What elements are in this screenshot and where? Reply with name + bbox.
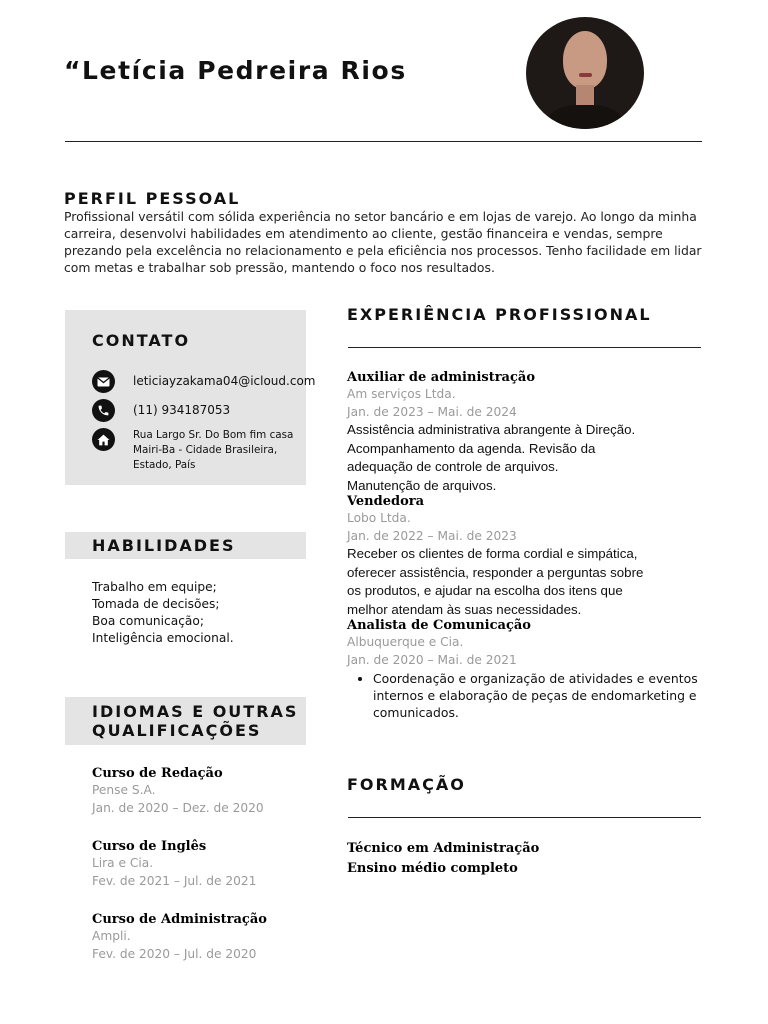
home-icon [92,428,115,451]
phone-icon [92,399,115,422]
qualifications-title-line: IDIOMAS E OUTRAS [92,702,299,721]
experience-period: Jan. de 2023 – Mai. de 2024 [347,405,517,419]
contact-address-row [92,428,293,473]
experience-divider [348,347,701,348]
qualification-org: Pense S.A. [92,783,156,797]
skill-item: Inteligência emocional. [92,631,234,645]
qualification-title: Curso de Administração [92,912,267,927]
address-line: Rua Largo Sr. Do Bom fim casa [133,429,294,441]
description-line: os produtos, e ajudar na escolha dos itens que [347,583,623,598]
experience-item [347,370,707,495]
skill-item: Trabalho em equipe; [92,580,217,594]
experience-role: Analista de Comunicação [347,618,531,633]
experience-title: EXPERIÊNCIA PROFISSIONAL [347,305,652,324]
candidate-name: “Letícia Pedreira Rios [64,56,407,85]
qualification-period: Jan. de 2020 – Dez. de 2020 [92,801,264,815]
experience-period: Jan. de 2020 – Mai. de 2021 [347,653,517,667]
contact-email[interactable]: leticiayzakama04@icloud.com [133,374,316,388]
qualification-item [92,766,264,817]
qualification-title: Curso de Inglês [92,839,207,854]
perfil-text: Profissional versátil com sólida experiência no setor bancário e em lojas de varejo. Ao longo da minha carreira, desenvolvi habilidades em atendimento ao cliente, gestão financeira e vendas, sempre prezando pela excelência no relacionamento e pela eficiência nos processos. Tenho facilidade em lidar com metas e trabalhar sob pressão, mantendo o foco nos resultados. [64,209,702,275]
qualifications-title [92,702,298,740]
photo-lips [579,73,592,77]
description-line: oferecer assistência, responder a perguntas sobre [347,564,644,580]
qualification-item [92,912,267,963]
contact-email-row [92,370,315,393]
experience-company: Am serviços Ltda. [347,387,456,401]
profile-photo [526,17,644,129]
qualification-org: Ampli. [92,929,131,943]
experience-description [347,545,707,619]
experience-item [347,618,707,721]
perfil-title: PERFIL PESSOAL [64,189,241,208]
skill-item: Boa comunicação; [92,614,204,628]
experience-item [347,494,707,619]
education-item: Ensino médio completo [347,861,518,876]
description-line: melhor atendam às suas necessidades. [347,601,582,617]
qualification-item [92,839,256,890]
experience-description [347,421,707,495]
skills-header-box [65,532,306,559]
skills-title: HABILIDADES [92,536,236,555]
qualification-org: Lira e Cia. [92,856,154,870]
education-title: FORMAÇÃO [347,775,466,794]
experience-role: Vendedora [347,494,425,509]
description-line: Receber os clientes de forma cordial e simpática, [347,546,638,561]
qualifications-title-line: QUALIFICAÇÕES [92,721,262,740]
experience-role: Auxiliar de administração [347,370,535,385]
contact-phone-row [92,399,230,422]
qualification-title: Curso de Redação [92,766,223,781]
qualification-period: Fev. de 2020 – Jul. de 2020 [92,947,257,961]
description-line: Manutenção de arquivos. [347,477,497,493]
experience-bullet: • Coordenação e organização de atividades e eventos internos e elaboração de peças de endomarketing e comunicados. [373,670,713,721]
contact-phone[interactable]: (11) 934187053 [133,403,231,417]
skill-item: Tomada de decisões; [92,597,220,611]
photo-clothing [548,105,622,129]
education-item: Técnico em Administração [347,841,540,856]
description-line: Assistência administrativa abrangente à Direção. [347,422,636,437]
qualifications-header-box [65,697,306,745]
description-line: adequação de controle de arquivos. [347,459,559,474]
qualification-period: Fev. de 2021 – Jul. de 2021 [92,874,257,888]
education-list [347,839,539,879]
contact-address [133,428,293,473]
photo-face [563,31,607,89]
header-divider [65,141,702,142]
envelope-icon [92,370,115,393]
skills-list [92,579,234,647]
experience-company: Albuquerque e Cia. [347,635,464,649]
experience-company: Lobo Ltda. [347,511,411,525]
education-divider [348,817,701,818]
contact-title: CONTATO [92,331,191,350]
address-line: Estado, País [133,459,196,471]
experience-period: Jan. de 2022 – Mai. de 2023 [347,529,517,543]
contact-box [65,310,316,485]
description-line: Acompanhamento da agenda. Revisão da [347,440,596,456]
experience-bullets [347,670,713,721]
address-line: Mairi-Ba - Cidade Brasileira, [133,444,278,456]
